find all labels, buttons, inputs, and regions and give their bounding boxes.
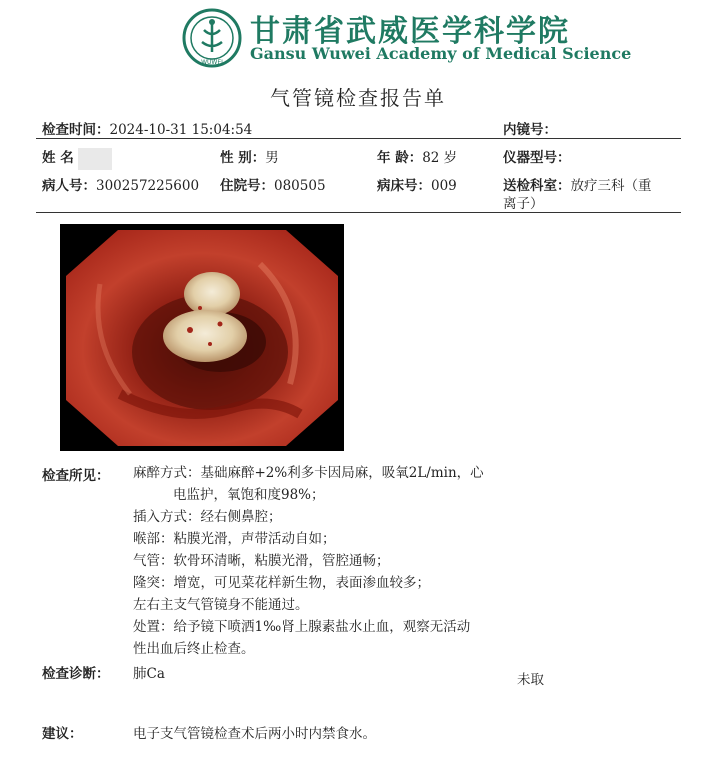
device-model-label: 仪器型号： [503,150,571,166]
findings-text [133,462,513,660]
patient-age [377,146,457,166]
findings-line: 电监护，氧饱和度98%； [173,487,325,503]
report-title: 气管镜检查报告单 [270,86,446,110]
bed-number [377,174,457,194]
admission-number-value: 080505 [274,178,326,194]
findings-line: 隆突：增宽，可见菜花样新生物，表面渗血较多； [133,575,430,591]
referring-department-cont [503,192,544,212]
institution-name-cn: 甘肃省武威医学科学院 [250,14,570,49]
findings-label: 检查所见： [42,468,110,484]
patient-sex-value: 男 [265,150,279,166]
patient-age-label: 年 龄： [377,150,423,166]
findings-line: 左右主支气管镜身不能通过。 [133,597,309,613]
scope-number [503,118,557,138]
bronchoscopy-image-drawing [60,224,344,451]
bronchoscopy-image [60,224,344,451]
findings-line: 处置：给予镜下喷洒1‰肾上腺素盐水止血，观察无活动 [133,619,471,635]
institution-name-en: Gansu Wuwei Academy of Medical Science [250,44,632,63]
bed-number-label: 病床号： [377,178,431,194]
patient-name-label: 姓 名 [42,150,74,166]
divider-bottom [36,212,681,213]
patient-name [42,146,112,170]
biopsy-status: 未取 [517,672,544,688]
diagnosis-value: 肺Ca [133,666,165,682]
device-model [503,146,571,166]
exam-time-label: 检查时间： [42,122,110,138]
report-header [0,0,716,72]
logo-text: WUWEI [201,59,223,66]
exam-time [42,118,252,138]
exam-time-value: 2024-10-31 15:04:54 [109,122,253,138]
referring-department-value: 放疗三科（重 [570,178,652,194]
diagnosis-label: 检查诊断： [42,666,110,682]
findings-line: 气管：软骨环清晰，粘膜光滑，管腔通畅； [133,553,390,569]
findings-line: 性出血后终止检查。 [133,641,255,657]
suggestion-value: 电子支气管镜检查术后两小时内禁食水。 [133,726,376,742]
patient-id-label: 病人号： [42,178,96,194]
bed-number-value: 009 [431,178,457,194]
admission-number-label: 住院号： [220,178,274,194]
patient-id [42,174,199,194]
findings-line: 麻醉方式：基础麻醉+2%利多卡因局麻，吸氧2L/min，心 [133,465,484,481]
findings-line: 插入方式：经右侧鼻腔； [133,509,282,525]
admission-number [220,174,326,194]
suggestion-label: 建议： [42,726,83,742]
patient-age-value: 82 岁 [422,150,458,166]
divider-top [36,138,681,139]
patient-sex [220,146,279,166]
institution-logo [182,8,242,68]
referring-department-label: 送检科室： [503,178,571,194]
patient-id-value: 300257225600 [96,178,200,194]
referring-department [503,174,652,194]
patient-sex-label: 性 别： [220,150,266,166]
referring-department-value-line2: 离子） [503,196,544,212]
findings-line: 喉部：粘膜光滑，声带活动自如； [133,531,336,547]
scope-number-label: 内镜号： [503,122,557,138]
redacted-name-block [78,148,112,170]
